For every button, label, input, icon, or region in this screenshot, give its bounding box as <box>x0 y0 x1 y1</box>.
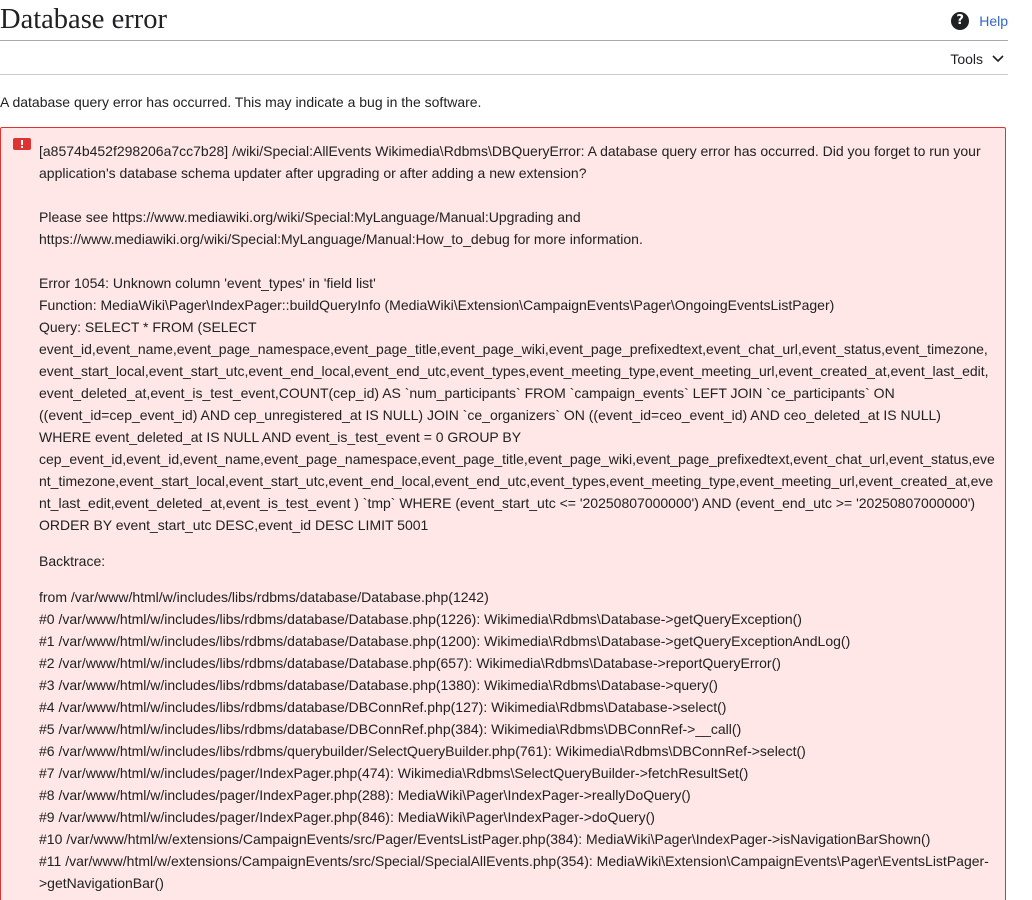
query-line: event_start_local,event_start_utc,event_end_local,event_end_utc,event_types,event_meeting_type,event_meeting_url,event_created_at,event_last_edit, <box>39 363 989 379</box>
error-icon <box>13 138 31 150</box>
backtrace-list <box>39 586 997 894</box>
page-toolbar <box>0 41 1008 75</box>
query-line: ((event_id=cep_event_id) AND cep_unregistered_at IS NULL) JOIN `ce_organizers` ON ((event_id=ceo_event_id) AND ceo_deleted_at IS NULL) <box>39 407 941 423</box>
query-line: event_deleted_at,event_is_test_event,COUNT(cep_id) AS `num_participants` FROM `campaign_events` LEFT JOIN `ce_participants` ON <box>39 385 895 401</box>
query-line: nt_timezone,event_start_local,event_start_utc,event_end_local,event_end_utc,event_types,event_meeting_type,event_meeting_url,event_created_at,eve <box>39 473 994 489</box>
query-line: ORDER BY event_start_utc DESC,event_id DESC LIMIT 5001 <box>39 517 429 533</box>
query-line: nt_last_edit,event_deleted_at,event_is_test_event ) `tmp` WHERE (event_start_utc <= '20250807000000') AND (event_end_utc >= '20250807000000') <box>39 495 976 511</box>
error-lead: [a8574b452f298206a7cc7b28] /wiki/Special:AllEvents Wikimedia\Rdbms\DBQueryError: A database query error has occurred. Did you forget to run your application's database schema updater after upgrading or after adding a new extension? <box>39 143 981 181</box>
backtrace-line: #11 /var/www/html/w/extensions/CampaignEvents/src/Special/SpecialAllEvents.php(354): MediaWiki\Extension\CampaignEvents\Pager\EventsListPager- <box>39 853 989 869</box>
backtrace-line: #4 /var/www/html/w/includes/libs/rdbms/database/DBConnRef.php(127): Wikimedia\Rdbms\Database->select() <box>39 699 727 715</box>
query-line: cep_event_id,event_id,event_name,event_page_namespace,event_page_title,event_page_wiki,event_page_prefixedtext,event_chat_url,event_status,eve <box>39 451 995 467</box>
backtrace-line: #1 /var/www/html/w/includes/libs/rdbms/database/Database.php(1200): Wikimedia\Rdbms\Database->getQueryExceptionAndLog() <box>39 633 851 649</box>
page-title: Database error <box>0 4 167 35</box>
tools-dropdown[interactable] <box>950 51 1008 67</box>
error-content <box>39 140 997 894</box>
query-line: WHERE event_deleted_at IS NULL AND event_is_test_event = 0 GROUP BY <box>39 429 522 445</box>
query-line: event_id,event_name,event_page_namespace,event_page_title,event_page_wiki,event_page_prefixedtext,event_chat_url,event_status,event_timezone, <box>39 341 988 357</box>
page-header <box>0 0 1008 41</box>
backtrace-line: #3 /var/www/html/w/includes/libs/rdbms/database/Database.php(1380): Wikimedia\Rdbms\Database->query() <box>39 677 718 693</box>
help-icon: ? <box>951 12 969 30</box>
intro-text: A database query error has occurred. This may indicate a bug in the software. <box>0 94 482 110</box>
backtrace-line: #7 /var/www/html/w/includes/pager/IndexPager.php(474): Wikimedia\Rdbms\SelectQueryBuilder->fetchResultSet() <box>39 765 749 781</box>
backtrace-line: #6 /var/www/html/w/includes/libs/rdbms/querybuilder/SelectQueryBuilder.php(761): Wikimedia\Rdbms\DBConnRef->select() <box>39 743 806 759</box>
help-link[interactable] <box>951 11 1008 31</box>
backtrace-line: #2 /var/www/html/w/includes/libs/rdbms/database/Database.php(657): Wikimedia\Rdbms\Database->reportQueryError() <box>39 655 781 671</box>
function-line: Function: MediaWiki\Pager\IndexPager::buildQueryInfo (MediaWiki\Extension\CampaignEvents\Pager\OngoingEventsListPager) <box>39 297 835 313</box>
backtrace-line: #5 /var/www/html/w/includes/libs/rdbms/database/DBConnRef.php(384): Wikimedia\Rdbms\DBConnRef->__call() <box>39 721 742 737</box>
query-text <box>39 316 997 536</box>
error-code-line: Error 1054: Unknown column 'event_types' in 'field list' <box>39 275 376 291</box>
backtrace-line: #8 /var/www/html/w/includes/pager/IndexPager.php(288): MediaWiki\Pager\IndexPager->reallyDoQuery() <box>39 787 691 803</box>
backtrace-line: #10 /var/www/html/w/extensions/CampaignEvents/src/Pager/EventsListPager.php(384): MediaWiki\Pager\IndexPager->isNavigationBarShown() <box>39 831 931 847</box>
manual-debug-line: https://www.mediawiki.org/wiki/Special:MyLanguage/Manual:How_to_debug for more information. <box>39 231 643 247</box>
help-label: Help <box>979 13 1008 29</box>
error-message-box <box>0 127 1006 900</box>
backtrace-line: #9 /var/www/html/w/includes/pager/IndexPager.php(846): MediaWiki\Pager\IndexPager->doQuery() <box>39 809 655 825</box>
backtrace-label: Backtrace: <box>39 553 106 569</box>
chevron-down-icon <box>988 51 1008 67</box>
query-line: Query: SELECT * FROM (SELECT <box>39 319 257 335</box>
backtrace-line: >getNavigationBar() <box>39 875 164 891</box>
backtrace-line: from /var/www/html/w/includes/libs/rdbms/database/Database.php(1242) <box>39 589 489 605</box>
tools-label: Tools <box>950 51 983 67</box>
backtrace-line: #0 /var/www/html/w/includes/libs/rdbms/database/Database.php(1226): Wikimedia\Rdbms\Database->getQueryException() <box>39 611 802 627</box>
manual-upgrading-line: Please see https://www.mediawiki.org/wiki/Special:MyLanguage/Manual:Upgrading and <box>39 209 581 225</box>
